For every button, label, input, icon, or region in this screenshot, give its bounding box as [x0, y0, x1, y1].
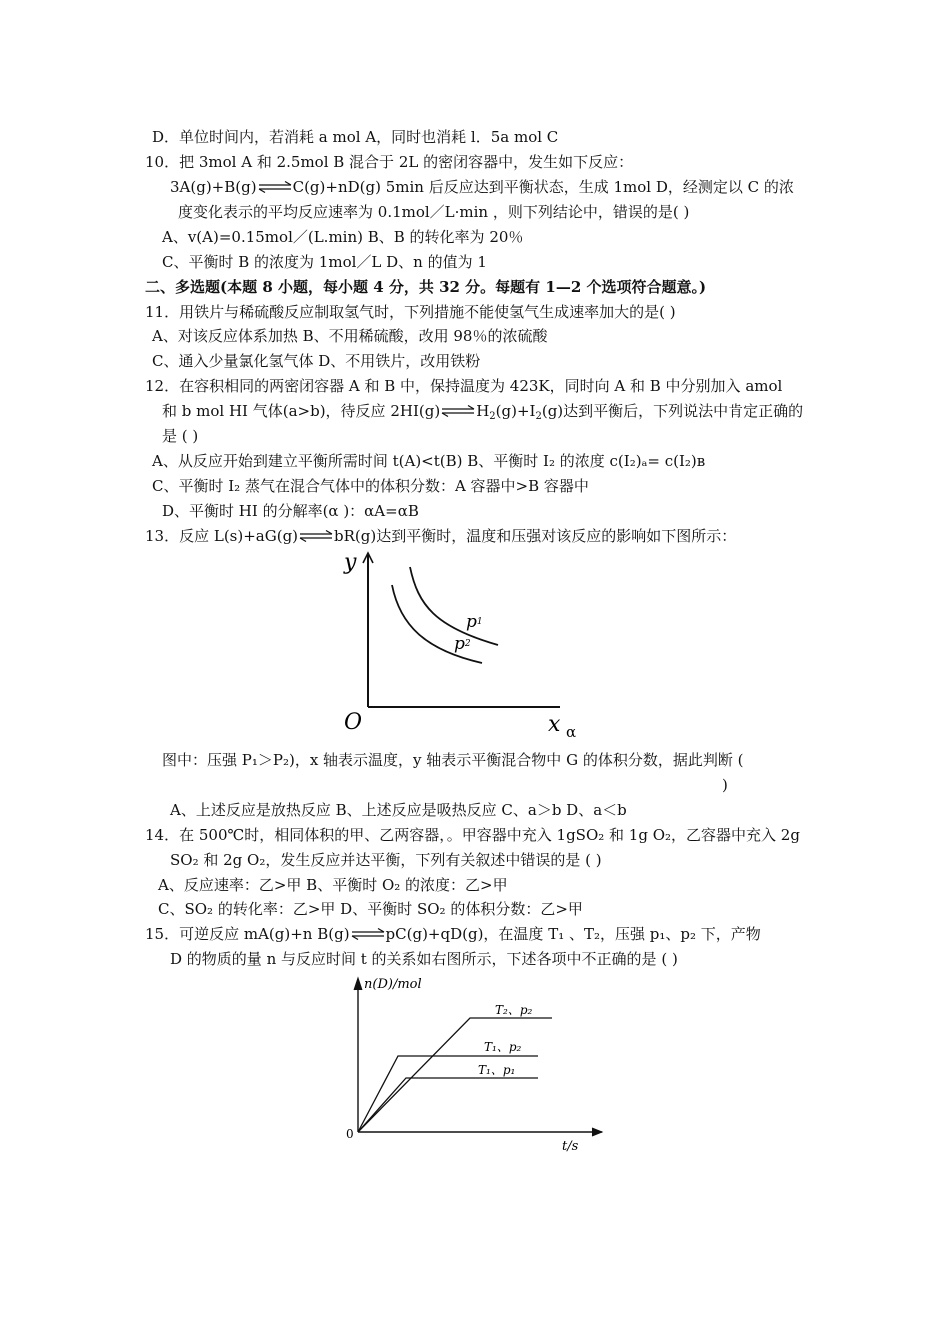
equilibrium-arrow-icon — [351, 928, 385, 940]
y-axis-label: y — [344, 550, 357, 575]
q15-stem-b: pC(g)+qD(g)，在温度 T₁ 、T₂，压强 p₁、p₂ 下，产物 — [385, 925, 761, 943]
q11-options-ab: A、对该反应体系加热 B、不用稀硫酸，改用 98％的浓硫酸 — [152, 327, 548, 345]
section-2-heading: 二、多选题(本题 8 小题，每小题 4 分，共 32 分。每题有 1—2 个选项符合题意。) — [145, 278, 707, 296]
q12-text-b: H — [476, 402, 490, 420]
q13-stem — [145, 526, 736, 546]
y-axis-arrow-icon — [354, 978, 362, 990]
q11-options-cd: C、通入少量氯化氢气体 D、不用铁片，改用铁粉 — [152, 352, 481, 370]
x-axis-label: x — [548, 712, 561, 737]
q12-option-d: D、平衡时 HI 的分解率(α )：αA=αB — [162, 502, 419, 520]
q12-stem-3: 是 ( ) — [162, 427, 199, 445]
q13-stem-b: bR(g)达到平衡时，温度和压强对该反应的影响如下图所示： — [334, 527, 737, 545]
alpha-label: α — [566, 723, 577, 741]
equilibrium-arrow-icon — [258, 181, 292, 193]
q12-stem-2: 和 b mol HI 气体(a>b)，待反应 2HI(g) $H_2(g)+I_2(g)$达到平衡后，下列说法中肯定正确的 — [162, 402, 804, 422]
q13-graph — [330, 545, 590, 745]
q14-stem: 14．在 500℃时，相同体积的甲、乙两容器，。甲容器中充入 1gSO₂ 和 1g O₂，乙容器中充入 2g — [145, 826, 800, 844]
q12-text-a: 和 b mol HI 气体(a>b)，待反应 2HI(g) — [162, 402, 441, 420]
curve-label-p2: p2 — [454, 634, 471, 654]
q15-graph — [340, 970, 610, 1152]
curve-label-t1-p1: T₁、p₁ — [478, 1063, 516, 1077]
y-axis-label: n(D)/mol — [364, 977, 422, 992]
equilibrium-arrow-icon — [441, 405, 475, 417]
q13-stem-a: 13．反应 L(s)+aG(g) — [145, 527, 299, 545]
q15-stem-a: 15．可逆反应 mA(g)+n B(g) — [145, 925, 350, 943]
q11-stem: 11．用铁片与稀硫酸反应制取氢气时，下列措施不能使氢气生成速率加大的是( ) — [145, 303, 676, 321]
q12-options-ab: A、从反应开始到建立平衡所需时间 t(A)<t(B) B、平衡时 I₂ 的浓度 c(I₂)ₐ= c(I₂)ʙ — [152, 452, 706, 470]
q14-options-ab: A、反应速率：乙>甲 B、平衡时 O₂ 的浓度：乙>甲 — [158, 876, 508, 894]
curve-t2-p2 — [358, 1018, 552, 1132]
q9-option-d: D．单位时间内，若消耗 a mol A，同时也消耗 l．5a mol C — [152, 128, 559, 146]
q10-eq-right: C(g)+nD(g) 5min 后反应达到平衡状态，生成 1mol D，经测定以 C 的浓 — [292, 178, 794, 196]
q12-stem: 12．在容积相同的两密闭容器 A 和 B 中，保持温度为 423K，同时向 A 和 B 中分别加入 amol — [145, 377, 783, 395]
q13-note: 图中：压强 P₁＞P₂)，x 轴表示温度，y 轴表示平衡混合物中 G 的体积分数，据此判断 ( — [162, 751, 744, 769]
q12-text-d: (g)达到平衡后，下列说法中肯定正确的 — [541, 402, 804, 420]
curve-label-p1: p1 — [466, 612, 483, 632]
curve-label-t2-p2: T₂、p₂ — [495, 1003, 533, 1017]
q15-stem-2: D 的物质的量 n 与反应时间 t 的关系如右图所示，下述各项中不正确的是 ( ) — [170, 950, 678, 968]
q10-stem: 10．把 3mol A 和 2.5mol B 混合于 2L 的密闭容器中，发生如下反应： — [145, 153, 634, 171]
q10-equation — [170, 177, 794, 197]
q13-options: A、上述反应是放热反应 B、上述反应是吸热反应 C、a＞b D、a＜b — [170, 801, 627, 819]
q12-text-c: (g)+I — [495, 402, 536, 420]
q10-options-ab: A、v(A)=0.15mol／(L.min) B、B 的转化率为 20％ — [162, 228, 524, 246]
q12-option-c: C、平衡时 I₂ 蒸气在混合气体中的体积分数：A 容器中>B 容器中 — [152, 477, 589, 495]
x-axis-label: t/s — [562, 1139, 579, 1152]
q14-stem-2: SO₂ 和 2g O₂，发生反应并达平衡，下列有关叙述中错误的是 ( ) — [170, 851, 602, 869]
q10-stem-2: 度变化表示的平均反应速率为 0.1mol／L·min ，则下列结论中，错误的是( ) — [178, 203, 690, 221]
q10-options-cd: C、平衡时 B 的浓度为 1mol／L D、n 的值为 1 — [162, 253, 487, 271]
curve-label-t1-p2: T₁、p₂ — [484, 1040, 522, 1054]
q15-stem — [145, 924, 761, 944]
origin-label: 0 — [346, 1127, 354, 1141]
q10-eq-left: 3A(g)+B(g) — [170, 178, 257, 196]
origin-label: O — [344, 710, 363, 735]
x-axis-arrow-icon — [592, 1128, 602, 1136]
equilibrium-arrow-icon — [299, 530, 333, 542]
q14-options-cd: C、SO₂ 的转化率：乙>甲 D、平衡时 SO₂ 的体积分数：乙>甲 — [158, 900, 583, 918]
q13-note-paren: ) — [722, 776, 728, 794]
